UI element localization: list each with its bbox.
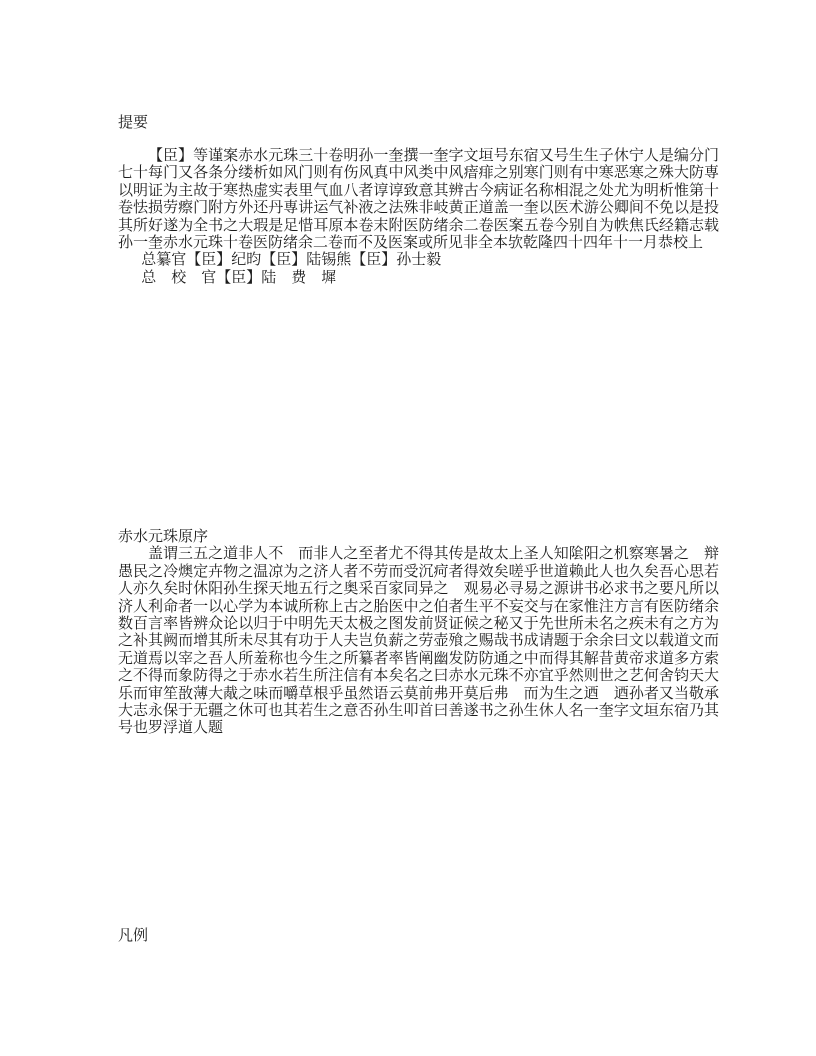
- chief-compiler-line: 总纂官【臣】纪昀【臣】陆锡熊【臣】孙士毅: [141, 252, 442, 269]
- preface-paragraph: 盖谓三五之道非人不 而非人之至者尤不得其传是故太上圣人知隂阳之机察寒暑之 辩愚民之冷燠定卉物之温凉为之济人者不劳而受沉疴者得效矣嗟乎世道赖此人也久矣吾心思若人亦久矣时休阳孙生探天地五行之奥采百家同异之 观易必寻易之源讲书必求书之要凡所以济人利命者一以心学为本诚所称上古之胎医中之伯者生平不妄交与在家惟注方言有医防绪余数百言率皆辨众论以归于中明先天太极之图发前贤证候之秘又于先世所未名之疾未有之方为之补其阙而增其所未尽其有功于人夫岂负薪之劳壶飱之赐哉书成请题于余余曰文以载道文而无道焉以宰之吾人所羞称也今生之所纂者率皆阐幽发防防通之中而得其解昔黄帝求道多方索之不得而象防得之于赤水若生所注信有本矣名之曰赤水元珠不亦宜乎然则世之艺何舍钧天大乐而审笙敔薄大胾之味而嚼草根乎虽然语云莫前弗开莫后弗 而为生之迺 迺孙者又当敬承大志永保于无疆之休可也其若生之意否孙生叩首曰善遂书之孙生休人名一奎字文垣东宿乃其号也罗浮道人题: [118, 546, 719, 737]
- fanli-heading: 凡例: [118, 928, 149, 944]
- chief-proofreader-line: 总 校 官【臣】陆 费 墀: [141, 269, 337, 286]
- preface-section: [118, 529, 719, 738]
- summary-heading: 提要: [118, 115, 149, 131]
- summary-section: [118, 148, 719, 287]
- summary-paragraph: 【臣】等谨案赤水元珠三十卷明孙一奎撰一奎字文垣号东宿又号生生子休宁人是编分门七十每门又各条分缕析如风门则有伤风真中风类中风瘖痱之别寒门则有中寒恶寒之殊大防専以明证为主故于寒热虚实表里气血八者谆谆致意其辨古今病证名称相混之处尤为明析惟第十卷怯损劳瘵门附方外还丹専讲运气补液之法殊非岐黄正道盖一奎以医术游公卿间不免以是投其所好遂为全书之大瑕是足惜耳原本卷末附医防绪余二卷医案五卷今别自为帙焦氏经籍志载孙一奎赤水元珠十卷医防绪余二卷而不及医案或所见非全本欤乾隆四十四年十一月恭校上: [118, 148, 719, 252]
- preface-heading: 赤水元珠原序: [118, 529, 209, 545]
